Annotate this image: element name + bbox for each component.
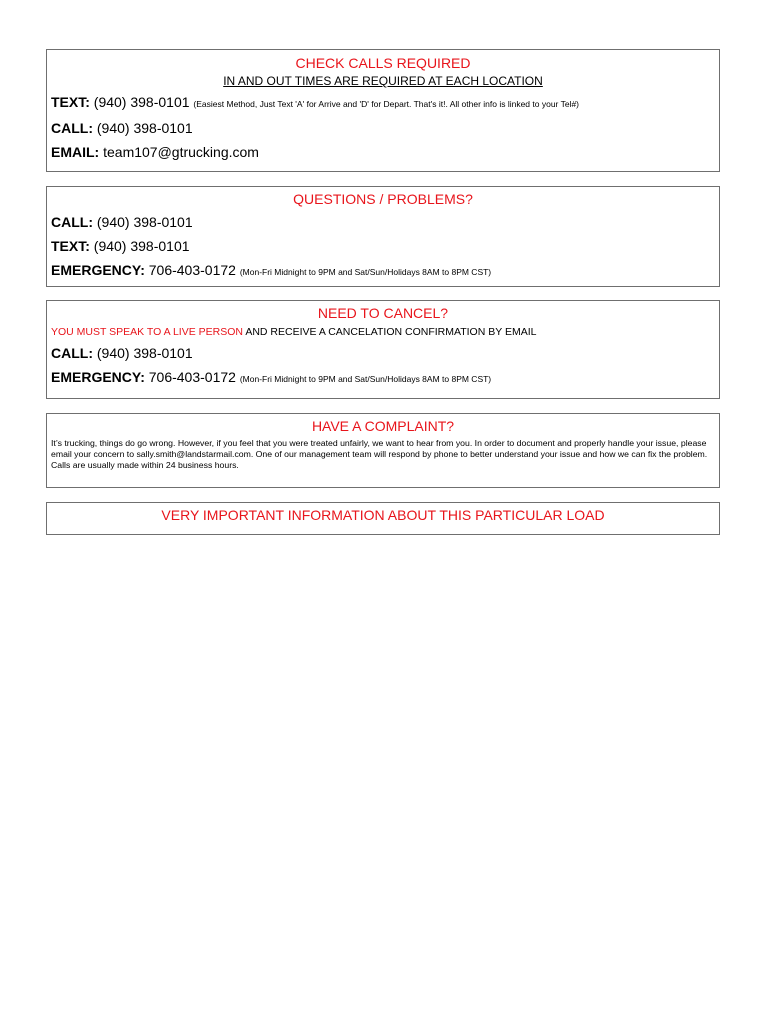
cancel-call-line [47, 341, 719, 365]
emergency-label: EMERGENCY: [51, 262, 145, 278]
cancel-warning: YOU MUST SPEAK TO A LIVE PERSON [51, 326, 243, 338]
questions-text-line [47, 234, 719, 258]
cancel-emergency-line [47, 365, 719, 391]
check-calls-subtitle: IN AND OUT TIMES ARE REQUIRED AT EACH LOCATION [223, 74, 543, 88]
email-address: team107@gtrucking.com [103, 144, 259, 160]
check-calls-title: CHECK CALLS REQUIRED [295, 55, 471, 71]
cancel-title: NEED TO CANCEL? [317, 305, 449, 321]
emergency-label: EMERGENCY: [51, 369, 145, 385]
cancel-instructions [47, 325, 719, 339]
cancel-section [46, 300, 720, 399]
complaint-section [46, 413, 720, 488]
questions-title: QUESTIONS / PROBLEMS? [293, 191, 473, 207]
emergency-number: 706-403-0172 [148, 262, 236, 278]
check-calls-email-line [47, 140, 719, 164]
emergency-hours-note: (Mon-Fri Midnight to 9PM and Sat/Sun/Holidays 8AM to 8PM CST) [239, 374, 492, 384]
emergency-number: 706-403-0172 [148, 369, 236, 385]
emergency-hours-note: (Mon-Fri Midnight to 9PM and Sat/Sun/Holidays 8AM to 8PM CST) [239, 267, 492, 277]
email-label: EMAIL: [51, 144, 100, 160]
questions-section [46, 186, 720, 287]
questions-emergency-line [47, 258, 719, 284]
call-label: CALL: [51, 214, 93, 230]
call-number: (940) 398-0101 [96, 120, 193, 136]
check-calls-section [46, 49, 720, 172]
important-info-section [46, 502, 720, 535]
check-calls-text-line [47, 90, 719, 116]
text-note: (Easiest Method, Just Text 'A' for Arrive and 'D' for Depart. That's it!. All other info is linked to your Tel#) [193, 99, 580, 109]
cancel-instructions-rest: AND RECEIVE A CANCELATION CONFIRMATION BY EMAIL [245, 326, 537, 338]
questions-call-line [47, 210, 719, 234]
important-info-title: VERY IMPORTANT INFORMATION ABOUT THIS PARTICULAR LOAD [161, 507, 605, 523]
text-label: TEXT: [51, 94, 90, 110]
check-calls-call-line [47, 116, 719, 140]
complaint-body: It’s trucking, things do go wrong. However, if you feel that you were treated unfairly, we want to hear from you. In order to document and properly handle your issue, please email your concern to sally.smith@landstarmail.com. One of our management team will respond by phone to better understand your issue and how we can fix the problem. Calls are usually made within 24 business hours. [51, 438, 708, 470]
text-number: (940) 398-0101 [93, 94, 190, 110]
call-label: CALL: [51, 345, 93, 361]
text-number: (940) 398-0101 [93, 238, 190, 254]
call-label: CALL: [51, 120, 93, 136]
call-number: (940) 398-0101 [96, 214, 193, 230]
complaint-title: HAVE A COMPLAINT? [311, 418, 455, 434]
call-number: (940) 398-0101 [96, 345, 193, 361]
text-label: TEXT: [51, 238, 90, 254]
